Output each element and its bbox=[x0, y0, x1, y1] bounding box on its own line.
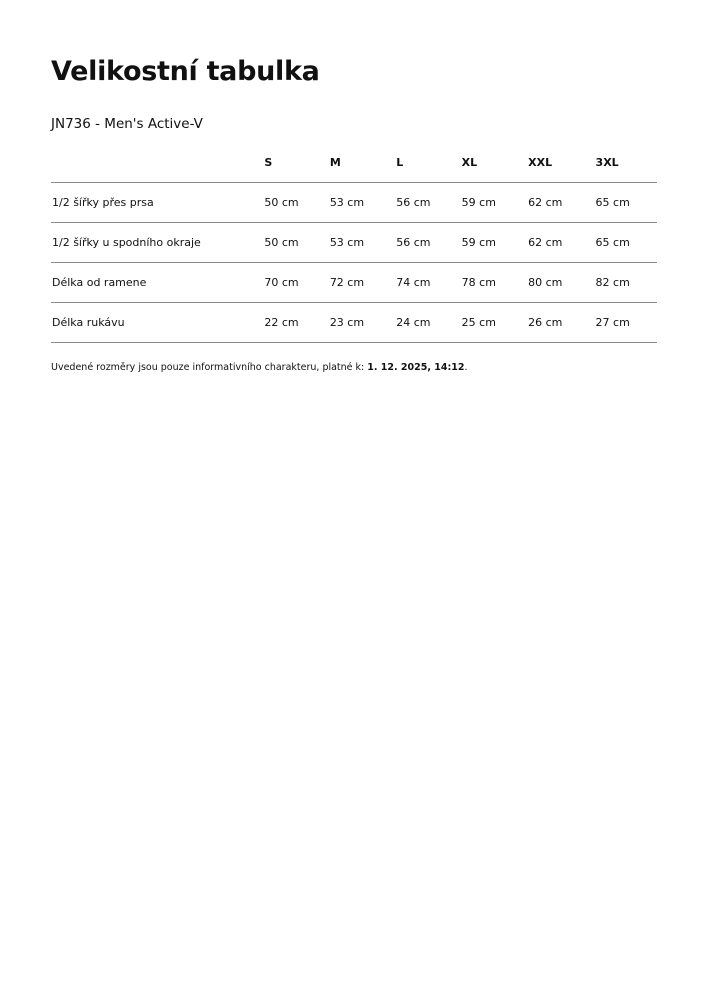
row-label: Délka rukávu bbox=[51, 303, 263, 343]
table-cell: 82 cm bbox=[595, 263, 657, 303]
note-text: Uvedené rozměry jsou pouze informativního charakteru, platné k: bbox=[51, 362, 368, 373]
page-title: Velikostní tabulka bbox=[51, 56, 320, 87]
table-cell: 78 cm bbox=[461, 263, 527, 303]
header-size-xl: XL bbox=[461, 143, 527, 183]
table-cell: 25 cm bbox=[461, 303, 527, 343]
table-cell: 62 cm bbox=[527, 223, 594, 263]
table-cell: 23 cm bbox=[329, 303, 395, 343]
table-cell: 56 cm bbox=[395, 183, 460, 223]
table-cell: 72 cm bbox=[329, 263, 395, 303]
table-cell: 65 cm bbox=[595, 223, 657, 263]
table-cell: 59 cm bbox=[461, 223, 527, 263]
size-table bbox=[51, 143, 657, 343]
table-cell: 24 cm bbox=[395, 303, 460, 343]
table-cell: 53 cm bbox=[329, 223, 395, 263]
note-end: . bbox=[464, 362, 468, 373]
table-cell: 50 cm bbox=[263, 183, 328, 223]
table-cell: 27 cm bbox=[595, 303, 657, 343]
disclaimer-note bbox=[51, 362, 468, 373]
table-cell: 74 cm bbox=[395, 263, 460, 303]
table-row bbox=[51, 223, 657, 263]
header-size-s: S bbox=[263, 143, 328, 183]
table-row bbox=[51, 303, 657, 343]
header-size-m: M bbox=[329, 143, 395, 183]
table-cell: 62 cm bbox=[527, 183, 594, 223]
table-row bbox=[51, 183, 657, 223]
table-cell: 22 cm bbox=[263, 303, 328, 343]
product-subtitle: JN736 - Men's Active-V bbox=[51, 116, 203, 132]
table-cell: 26 cm bbox=[527, 303, 594, 343]
table-cell: 70 cm bbox=[263, 263, 328, 303]
header-measure bbox=[51, 143, 263, 183]
row-label: 1/2 šířky u spodního okraje bbox=[51, 223, 263, 263]
table-cell: 80 cm bbox=[527, 263, 594, 303]
table-cell: 59 cm bbox=[461, 183, 527, 223]
header-size-l: L bbox=[395, 143, 460, 183]
header-size-xxl: XXL bbox=[527, 143, 594, 183]
note-date: 1. 12. 2025, 14:12 bbox=[367, 362, 465, 373]
table-cell: 56 cm bbox=[395, 223, 460, 263]
row-label: 1/2 šířky přes prsa bbox=[51, 183, 263, 223]
header-size-3xl: 3XL bbox=[595, 143, 657, 183]
table-row bbox=[51, 263, 657, 303]
table-cell: 53 cm bbox=[329, 183, 395, 223]
row-label: Délka od ramene bbox=[51, 263, 263, 303]
table-header-row bbox=[51, 143, 657, 183]
table-cell: 65 cm bbox=[595, 183, 657, 223]
table-cell: 50 cm bbox=[263, 223, 328, 263]
